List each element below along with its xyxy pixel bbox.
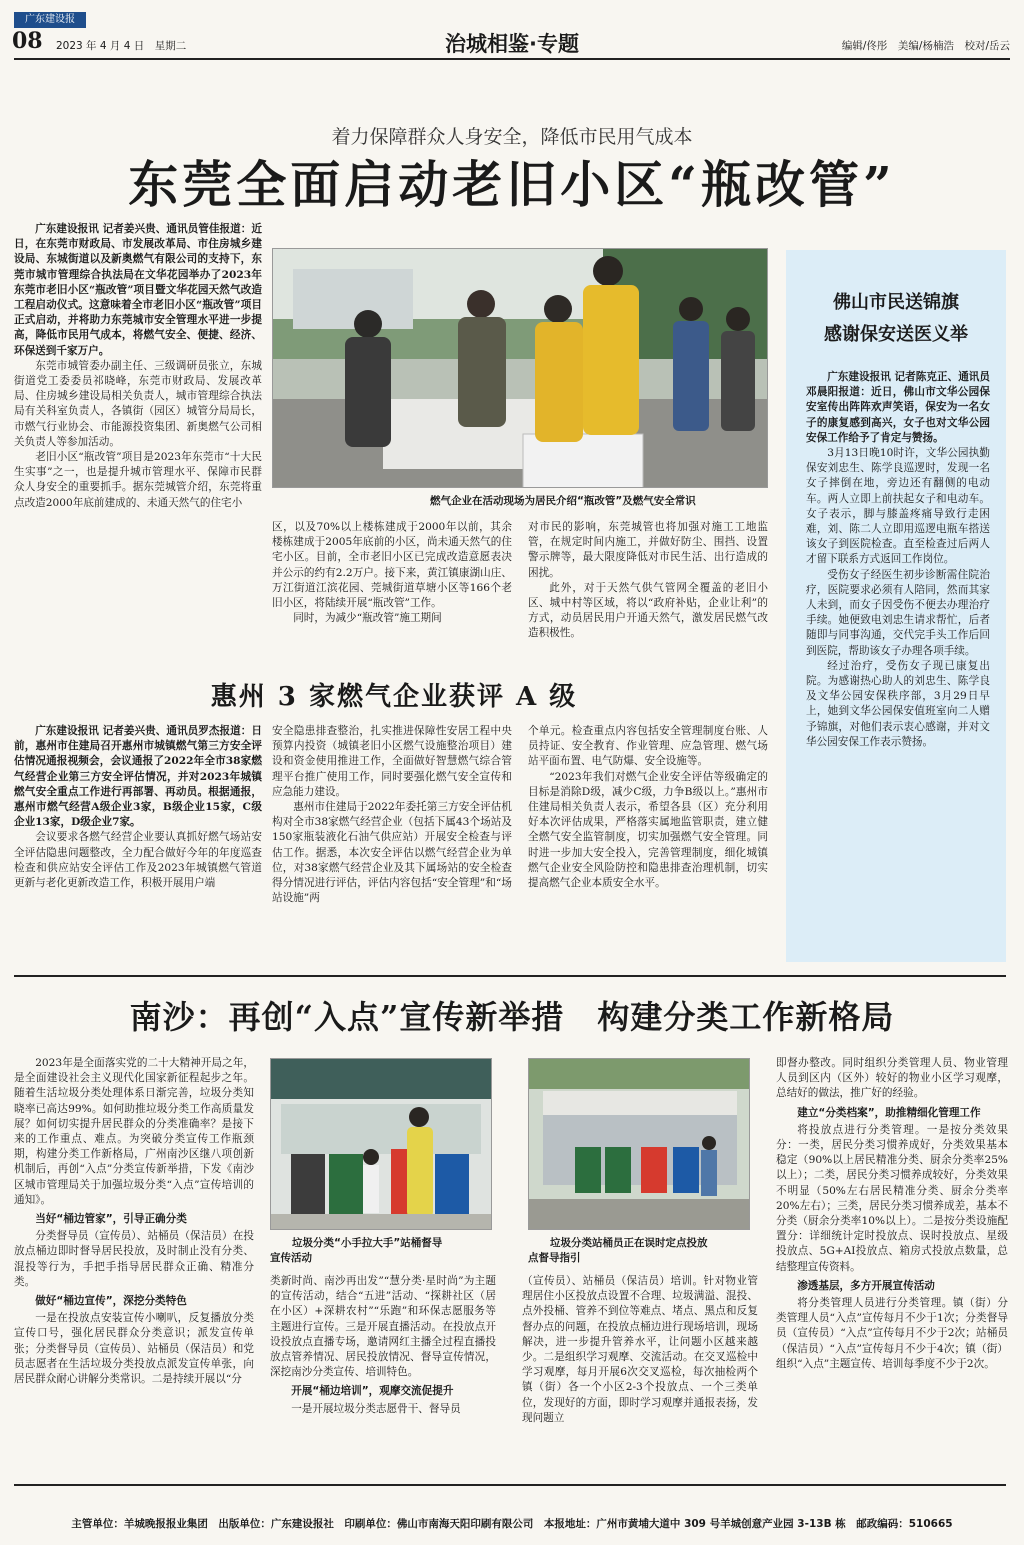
nansha-photo-1-caption-line1: 垃圾分类“小手拉大手”站桶督导 [292, 1237, 443, 1249]
nansha-subhead: 做好“桶边宣传”，深挖分类特色 [35, 1295, 187, 1308]
nansha-col-1 [14, 1056, 254, 1474]
lead-paragraph: 广东建设报讯 记者姜兴贵、通讯员管佳报道：近日，在东莞市财政局、市发展改革局、市住房城乡建设局、东城街道以及新奥燃气有限公司的支持下，东莞市城市管理综合执法局在文华花园举办了2023年东莞市老旧小区“瓶改管”项目暨文华花园天然气改造工程启动仪式。这意味着全市老旧小区“瓶改管”项目正式启动，并将助力东莞城市安全管理水平进一步提高，降低市民用气成本，将燃气安全、便捷、经济、环保送到千家万户。 [14, 223, 262, 357]
sidebar-headline-1: 佛山市民送锦旗 [833, 292, 959, 313]
lead-paragraph: 东莞市城管委办副主任、三级调研员张立，东城街道党工委委员祁晓峰，东莞市财政局、发展改革局、住房城乡建设局相关负责人，城市管理综合执法局有关科室负责人，各镇街（园区）城管分局局长，市燃气行业协会、市能源投资集团、新奥燃气公司相关负责人等参加活动。 [14, 359, 262, 448]
huizhou-paragraph: 惠州市住建局于2022年委托第三方安全评估机构对全市38家燃气经营企业（包括下属43个场站及150家瓶装液化石油气供应站）开展安全检查与评估工作。据悉，本次安全评估以燃气经营企业为单位，对38家燃气经营企业及其下属场站的安全检查得分情况进行评估，评估内容包括“安全管理”和“场站设施”两 [272, 801, 512, 905]
nansha-subhead: 当好“桶边管家”，引导正确分类 [35, 1213, 187, 1226]
nansha-paragraph: 一是在投放点安装宣传小喇叭，反复播放分类宣传口号，强化居民群众分类意识；派发宣传单张；分类督导员（宣传员）、站桶员（保洁员）和党员志愿者在生活垃圾分类投放点派发宣传单张，向居民群众耐心讲解分类常识。二是持续开展以“分 [14, 1312, 254, 1386]
lead-photo-caption: 燃气企业在活动现场为居民介绍“瓶改管”及燃气安全常识 [430, 495, 696, 507]
masthead-rule [14, 58, 1010, 60]
nansha-photo-2 [528, 1058, 750, 1230]
sidebar-paragraph: 3月13日晚10时许，文华公园执勤保安刘忠生、陈学良巡逻时，发现一名女子摔倒在地，旁边还有翻侧的电动车。两人立即上前扶起女子和电动车。女子表示，脚与膝盖疼痛导致行走困难，刘、陈二人立即用巡逻电瓶车搭送该女子到医院检查。直至检查过后两人才留下联系方式返回工作岗位。 [806, 447, 990, 566]
page-date: 2023 年 4 月 4 日 星期二 [56, 40, 187, 52]
lead-paragraph: 老旧小区“瓶改管”项目是2023年东莞市“十大民生实事”之一，也是提升城市管理水平、保障市民群众人身安全的重要抓手。据东莞城管介绍，东莞将重点改造2000年底前建成的、未通天然气的住宅小 [14, 451, 262, 509]
masthead [0, 0, 1024, 60]
lead-col-3 [528, 520, 768, 654]
page-number: 08 [12, 28, 43, 54]
huizhou-col-1 [14, 724, 262, 962]
nansha-paragraph: 分类督导员（宣传员）、站桶员（保洁员）在投放点桶边即时督导居民投放，及时制止没有分类、混投等行为，手把手指导居民群众正确、精准分类。 [14, 1230, 254, 1288]
lead-col-1 [14, 222, 262, 654]
huizhou-col-2 [272, 724, 512, 962]
section-title: 治城相鉴·专题 [445, 32, 579, 56]
nansha-subhead: 建立“分类档案”，助推精细化管理工作 [797, 1106, 981, 1119]
gas-demo-photo-illustration [273, 249, 768, 488]
sidebar-paragraph: 经过治疗，受伤女子现已康复出院。为感谢热心助人的刘忠生、陈学良及文华公园安保秩序部，3月29日早上，她到文华公园保安值班室向二人赠予锦旗，对他们表示衷心感谢，并对文华公园安保工作表示赞扬。 [806, 659, 990, 748]
bin-station-photo-illustration [529, 1059, 750, 1230]
nansha-col-2 [270, 1274, 496, 1474]
nansha-paragraph: 即督办整改。同时组织分类管理人员、物业管理人员到区内（区外）较好的物业小区学习观摩，总结好的做法，推广好的经验。 [776, 1057, 1008, 1100]
huizhou-col-3 [528, 724, 768, 962]
section-divider [14, 975, 1006, 977]
huizhou-paragraph: 广东建设报讯 记者姜兴贵、通讯员罗杰报道：日前，惠州市住建局召开惠州市城镇燃气第三方安全评估情况通报视频会，会议通报了2022年全市38家燃气经营企业第三方安全评估情况，并对2023年城镇燃气安全重点工作进行再部署、再动员。根据通报，惠州市燃气经营A级企业3家，B级企业15家，C级企业13家，D级企业7家。 [14, 725, 262, 829]
nansha-subhead: 渗透基层，多方开展宣传活动 [797, 1279, 935, 1292]
huizhou-paragraph: “2023年我们对燃气企业安全评估等级确定的目标是消除D级，减少C级，力争B级以上。”惠州市住建局相关负责人表示，希望各县（区）充分利用好本次评估成果，严格落实属地监管职责，建立健全燃气安全监管制度，切实加强燃气安全管理。同时进一步加大安全投入，完善管理制度，细化城镇燃气企业安全风险防控和隐患排查治理机制，切实提高燃气企业本质安全水平。 [528, 770, 768, 890]
footer-rule [14, 1484, 1006, 1486]
nansha-col-3 [522, 1274, 758, 1474]
editor-credits: 编辑/佟彤 美编/杨楠浩 校对/岳云 [841, 40, 1010, 52]
sidebar-box [786, 250, 1006, 962]
sidebar-paragraph: 广东建设报讯 记者陈克正、通讯员邓晨阳报道：近日，佛山市文华公园保安室传出阵阵欢声笑语，保安为一名女子的康复感到高兴，女子也对文华公园安保工作给予了肯定与赞扬。 [806, 371, 990, 444]
lead-paragraph: 同时，为减少“瓶改管”施工期间 [293, 612, 442, 625]
sidebar-paragraph: 受伤女子经医生初步诊断需住院治疗，医院要求必须有人陪同，然而其家人未到，而女子因受伤不便去办理治疗手续。她便致电刘忠生请求帮忙，后者随即与同事沟通，交代完手头工作后回到医院，帮助该女子办理各项手续。 [806, 568, 990, 657]
huizhou-paragraph: 个单元。检查重点内容包括安全管理制度台账、人员持证、安全教育、作业管理、应急管理、燃气场站平面布置、电气防爆、安全设施等。 [528, 725, 768, 768]
nansha-paragraph: 一是开展垃圾分类志愿骨干、督导员 [291, 1402, 461, 1415]
huizhou-headline: 惠州 3 家燃气企业获评 A 级 [210, 682, 578, 712]
lead-photo [272, 248, 768, 488]
lead-kicker: 着力保障群众人身安全，降低市民用气成本 [331, 126, 693, 148]
sidebar-text [806, 370, 990, 950]
nansha-photo-1 [270, 1058, 492, 1230]
nansha-col-4 [776, 1056, 1008, 1474]
nansha-paragraph: 将分类管理人员进行分类管理。镇（街）分类管理人员“入点”宣传每月不少于1次；分类督导员（宣传员）“入点”宣传每月不少于2次；站桶员（保洁员）“入点”宣传每月不少于4次；镇（街）组织“入点”主题宣传、培训每季度不少于2次。 [776, 1297, 1008, 1370]
sidebar-headline-2: 感谢保安送医义举 [824, 324, 968, 345]
nansha-subhead: 开展“桶边培训”，观摩交流促提升 [291, 1385, 454, 1398]
publisher-footer: 主管单位：羊城晚报报业集团 出版单位：广东建设报社 印刷单位：佛山市南海天阳印刷有限公司 本报地址：广州市黄埔大道中 309 号羊城创意产业园 3-13B 栋 邮政编码：510665 [71, 1518, 953, 1530]
nansha-paragraph: 类新时尚、南沙再出发”“慧分类·星时尚”为主题的宣传活动，结合“五进”活动、“探耕社区（居在小区）+深耕农村”“乐跑”和环保志愿服务等主题进行宣传。三是开展直播活动。在投放点开设投放点直播专场，邀请网红主播全过程直播投放点管养情况、居民投放情况、督导宣传情况，深挖南沙分类宣传、培训特色。 [270, 1275, 496, 1379]
nansha-photo-2-caption-line2: 点督导指引 [528, 1252, 581, 1264]
huizhou-paragraph: 安全隐患排查整治，扎实推进保障性安居工程中央预算内投资（城镇老旧小区燃气设施整治项目）建设和资金使用推进工作，全面做好智慧燃气综合管理平台推广使用工作，同时要强化燃气安全宣传和应急能力建设。 [272, 725, 512, 798]
nansha-photo-1-caption-line2: 宣传活动 [270, 1252, 312, 1264]
lead-col-2 [272, 520, 512, 654]
lead-paragraph: 对市民的影响，东莞城管也将加强对施工工地监管，在规定时间内施工，并做好防尘、围挡、设置警示牌等，最大限度降低对市民生活、出行造成的困扰。 [528, 521, 768, 579]
nansha-paragraph: 将投放点进行分类管理。一是按分类效果分：一类，居民分类习惯养成好，分类效果基本稳定（90%以上居民精准分类、厨余分类率25%以上）；二类，居民分类习惯养成较好，分类效果不明显（50%左右居民精准分类、厨余分类率20%左右）；三类，居民分类习惯养成差，基本不分类（厨余分类率10%以上）。二是按分类设施配置分：详细统计定时投放点、误时投放点、星级投放点、5G+AI投放点、箱房式投放点数量，总结整理宣传资料。 [776, 1123, 1008, 1273]
lead-headline: 东莞全面启动老旧小区“瓶改管” [128, 155, 896, 214]
nansha-paragraph: （宣传员）、站桶员（保洁员）培训。针对物业管理居住小区投放点设置不合理、垃圾满溢、混投、点外投桶、管养不到位等难点、堵点、黑点和反复督办点的问题，在投放点桶边进行现场培训，现场解决，进一步提升管养水平，让问题小区越来越少。二是组织学习观摩、交流活动。在交叉巡检中学习观摩，每月开展6次交叉巡检，每次抽检两个镇（街）各一个小区2-3个投放点、一个三类单位，发现好的方面，即时学习观摩并通报表扬，发现问题立 [522, 1275, 758, 1424]
lead-paragraph: 此外，对于天然气供气管网全覆盖的老旧小区、城中村等区域，将以“政府补贴，企业让利”的方式，动员居民用户开通天然气，激发居民燃气改造积极性。 [528, 581, 768, 640]
sorting-station-photo-illustration [271, 1059, 492, 1230]
nansha-headline: 南沙：再创“入点”宣传新举措 构建分类工作新格局 [129, 998, 895, 1036]
huizhou-paragraph: 会议要求各燃气经营企业要认真抓好燃气场站安全评估隐患问题整改，全力配合做好今年的年度巡查检查和供应站安全评估工作及2023年城镇燃气管道更新与老化更新改造工作，积极开展用户端 [14, 831, 262, 890]
nansha-photo-2-caption-line1: 垃圾分类站桶员正在误时定点投放 [550, 1237, 708, 1249]
lead-paragraph: 区，以及70%以上楼栋建成于2000年以前，其余楼栋建成于2005年底前的小区，尚未通天然气的住宅小区。目前，全市老旧小区已完成改造意愿表决并公示的约有2.2万户。接下来，黄江镇康湖山庄、万江街道江滨花园、莞城街道草塘小区等166个老旧小区，将陆续开展“瓶改管”工作。 [272, 521, 512, 610]
paper-name-badge: 广东建设报 [14, 12, 86, 28]
nansha-paragraph: 2023年是全面落实党的二十大精神开局之年，是全面建设社会主义现代化国家新征程起步之年。随着生活垃圾分类处理体系日渐完善，垃圾分类知晓率已高达99%。如何助推垃圾分类工作高质量发展？如何切实提升居民群众的分类准确率？是接下来的工作重点、难点。为突破分类宣传工作瓶颈期，构建分类工作新格局，广州南沙区继八项创新机制后，再创“入点”分类宣传新举措，下发《南沙区城市管理局关于加强垃圾分类“入点”宣传培训的通知》。 [14, 1057, 254, 1206]
